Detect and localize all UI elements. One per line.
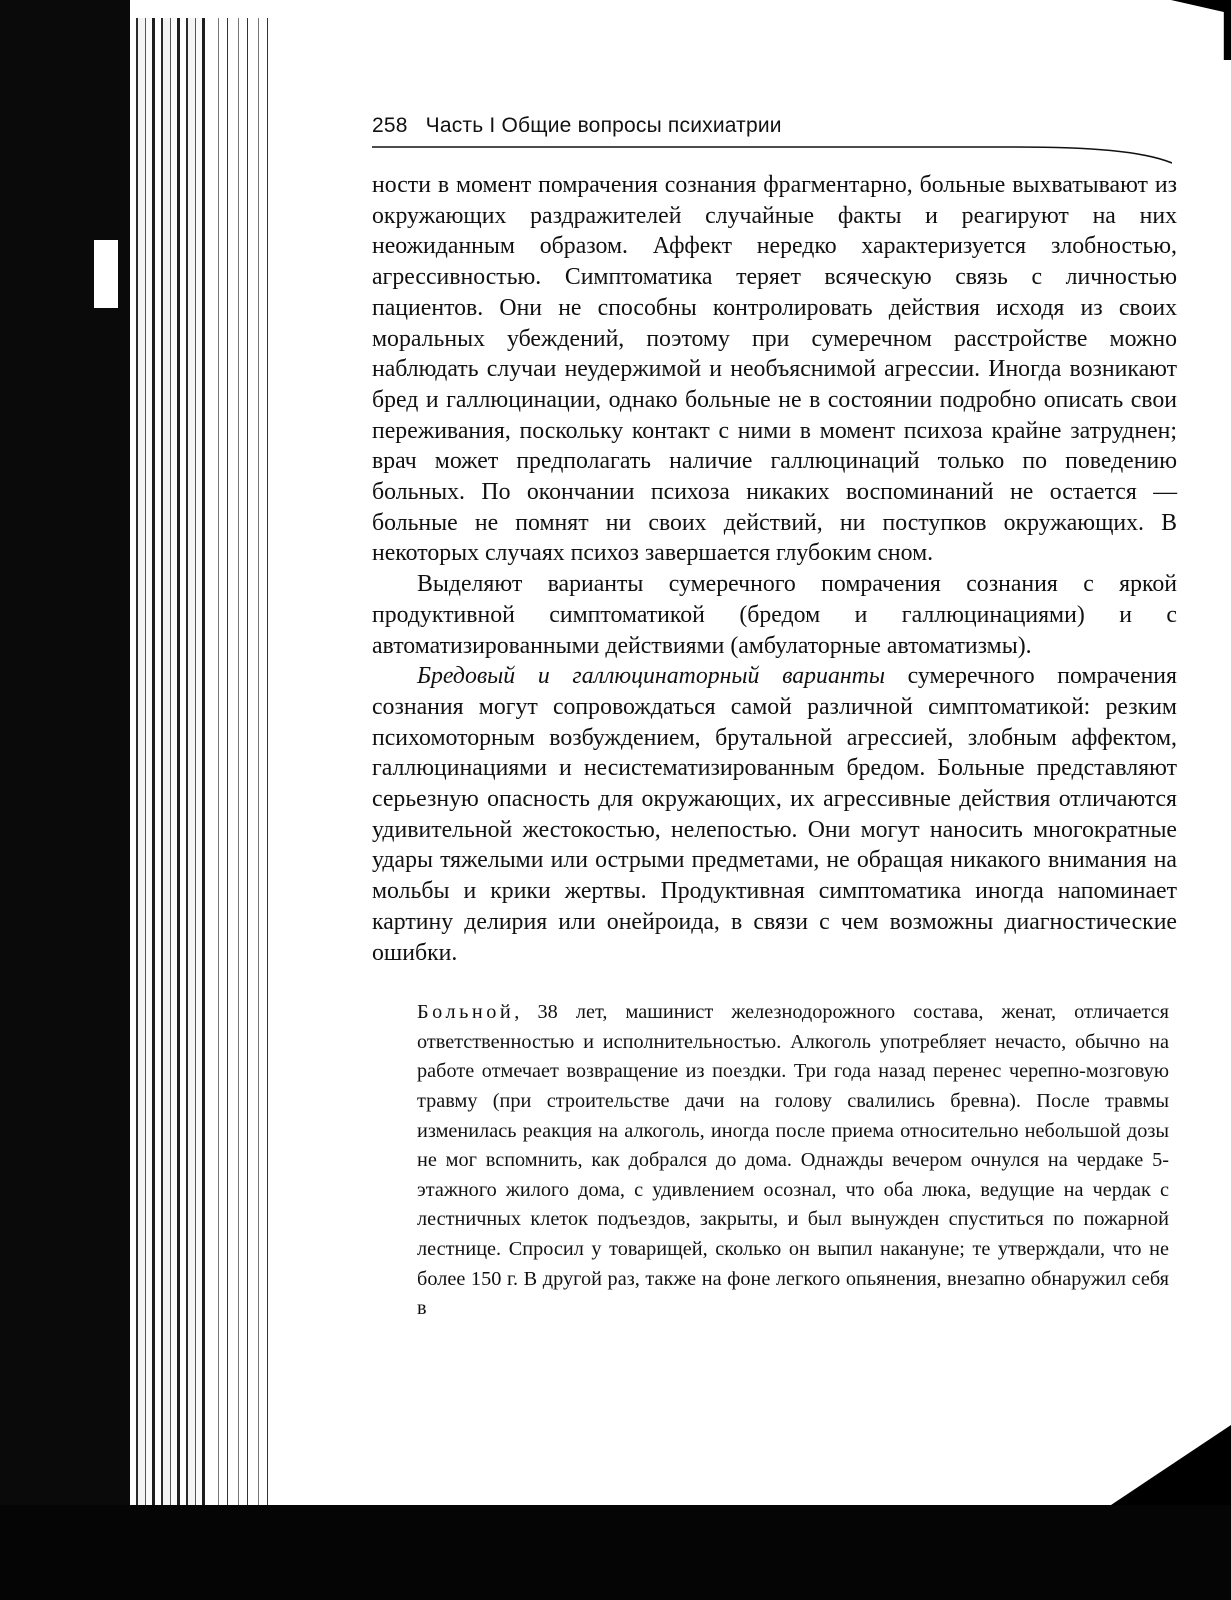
paragraph-3-text: сумеречного помрачения сознания могут сопровождаться самой различной симптоматикой: резким психомоторным возбуждением, брутальной агрессией, злобным аффектом, галлюцинациями и несистематизированным бредом. Больные представляют серьезную опасность для окружающих, их агрессивные действия отличаются удивительной жестокостью, нелепостью. Они могут наносить многократные удары тяжелыми или острыми предметами, не обращая никакого внимания на мольбы и крики жертвы. Продуктивная симптоматика иногда напоминает картину делирия или онейроида, в связи с чем возможны диагностические ошибки. bbox=[372, 663, 1177, 966]
main-text bbox=[372, 170, 1177, 1324]
scan-background-bottom bbox=[0, 1505, 1231, 1600]
running-head-title: Часть I Общие вопросы психиатрии bbox=[425, 114, 782, 137]
case-report bbox=[417, 998, 1169, 1324]
page-number: 258 bbox=[372, 114, 408, 137]
scan-corner-top-right bbox=[1171, 0, 1231, 60]
case-text: , 38 лет, машинист железнодорожного состава, женат, отличается ответственностью и исполнительностью. Алкоголь употребляет нечасто, обычно на работе отмечает возвращение из поездки. Три года назад перенес черепно-мозговую травму (при строительстве дачи на голову свалились бревна). После травмы изменилась реакция на алкоголь, иногда после приема относительно небольшой дозы не мог вспомнить, как добрался до дома. Однажды вечером очнулся на чердаке 5-этажного жилого дома, с удивлением осознал, что оба люка, ведущие на чердак с лестничных клеток подъездов, закрыты, и был вынужден спуститься по пожарной лестнице. Спросил у товарищей, сколько он выпил накануне; те утверждали, что не более 150 г. В другой раз, также на фоне легкого опьянения, внезапно обнаружил себя в bbox=[417, 1001, 1169, 1320]
running-head bbox=[372, 114, 782, 138]
paragraph-3-italic-term: Бредовый и галлюцинаторный варианты bbox=[417, 663, 885, 690]
case-lead: Больной bbox=[417, 1001, 515, 1024]
paragraph-3 bbox=[372, 661, 1177, 968]
paragraph-1: ности в момент помрачения сознания фрагментарно, больные выхватывают из окружающих раздражителей случайные факты и реагируют на них неожиданным образом. Аффект нередко характеризуется злобностью, агрессивностью. Симптоматика теряет всяческую связь с личностью пациентов. Они не способны контролировать действия исходя из своих моральных убеждений, поэтому при сумеречном расстройстве можно наблюдать случаи неудержимой и необъяснимой агрессии. Иногда возникают бред и галлюцинации, однако больные не в состоянии подробно описать свои переживания, поскольку контакт с ними в момент психоза крайне затруднен; врач может предполагать наличие галлюцинаций только по поведению больных. По окончании психоза никаких воспоминаний не остается — больные не помнят ни своих действий, ни поступков окружающих. В некоторых случаях психоз завершается глубоким сном. bbox=[372, 172, 1177, 567]
book-page-edges-inner bbox=[208, 18, 270, 1505]
paragraph-2: Выделяют варианты сумеречного помрачения сознания с яркой продуктивной симптоматикой (бредом и галлюцинациями) и с автоматизированными действиями (амбулаторные автоматизмы). bbox=[372, 571, 1177, 659]
scan-corner-bottom-right bbox=[1111, 1425, 1231, 1505]
header-rule bbox=[372, 143, 1172, 165]
edge-highlight bbox=[94, 240, 118, 308]
